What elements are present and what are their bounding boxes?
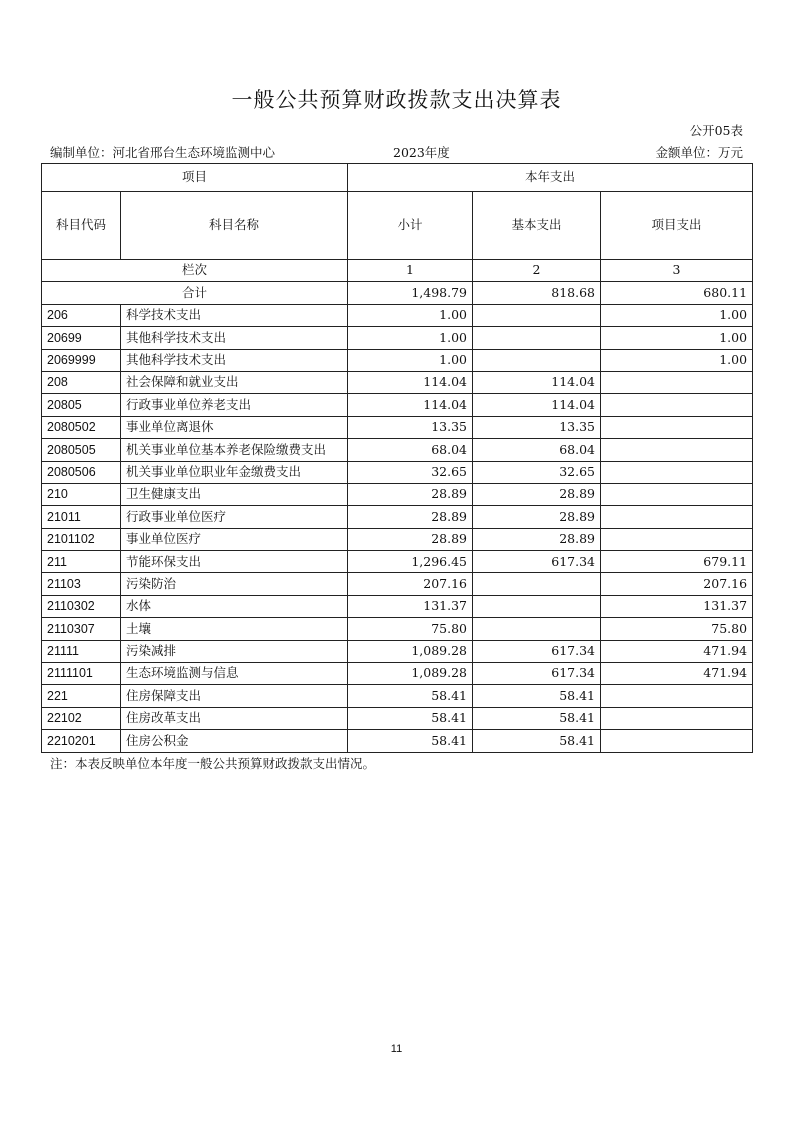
row-code: 22102 bbox=[42, 707, 121, 729]
row-name: 节能环保支出 bbox=[121, 551, 348, 573]
page-number: 11 bbox=[390, 1043, 403, 1055]
row-basic: 617.34 bbox=[473, 640, 601, 662]
row-name: 污染减排 bbox=[121, 640, 348, 662]
amount-unit: 金额单位：万元 bbox=[655, 145, 743, 160]
row-code: 211 bbox=[42, 551, 121, 573]
total-project: 680.11 bbox=[601, 282, 753, 304]
compiling-unit: 编制单位：河北省邢台生态环境监测中心 bbox=[50, 145, 276, 160]
row-basic: 13.35 bbox=[473, 416, 601, 438]
table-row bbox=[42, 461, 753, 483]
row-project bbox=[601, 483, 753, 505]
row-subtotal: 28.89 bbox=[348, 506, 473, 528]
fiscal-year: 2023年度 bbox=[393, 145, 450, 160]
row-code: 21103 bbox=[42, 573, 121, 595]
table-row bbox=[42, 483, 753, 505]
row-project: 131.37 bbox=[601, 595, 753, 617]
row-basic: 68.04 bbox=[473, 439, 601, 461]
table-row bbox=[42, 640, 753, 662]
row-project bbox=[601, 528, 753, 550]
row-name: 住房公积金 bbox=[121, 730, 348, 752]
header-row-1 bbox=[42, 164, 753, 192]
row-project: 75.80 bbox=[601, 618, 753, 640]
table-row bbox=[42, 506, 753, 528]
total-subtotal: 1,498.79 bbox=[348, 282, 473, 304]
row-project bbox=[601, 730, 753, 752]
row-subtotal: 114.04 bbox=[348, 394, 473, 416]
row-subtotal: 1.00 bbox=[348, 349, 473, 371]
row-name: 污染防治 bbox=[121, 573, 348, 595]
row-code: 20699 bbox=[42, 327, 121, 349]
row-project: 1.00 bbox=[601, 304, 753, 326]
row-project bbox=[601, 371, 753, 393]
row-basic bbox=[473, 595, 601, 617]
row-name: 行政事业单位养老支出 bbox=[121, 394, 348, 416]
table-row bbox=[42, 707, 753, 729]
row-basic bbox=[473, 573, 601, 595]
row-subtotal: 1,296.45 bbox=[348, 551, 473, 573]
row-code: 2080505 bbox=[42, 439, 121, 461]
row-basic: 32.65 bbox=[473, 461, 601, 483]
row-code: 210 bbox=[42, 483, 121, 505]
row-subtotal: 58.41 bbox=[348, 730, 473, 752]
row-name: 住房保障支出 bbox=[121, 685, 348, 707]
header-name: 科目名称 bbox=[121, 192, 348, 260]
row-name: 其他科学技术支出 bbox=[121, 349, 348, 371]
row-project: 1.00 bbox=[601, 349, 753, 371]
total-basic: 818.68 bbox=[473, 282, 601, 304]
row-name: 卫生健康支出 bbox=[121, 483, 348, 505]
table-number: 公开05表 bbox=[689, 123, 743, 138]
table-row bbox=[42, 685, 753, 707]
row-subtotal: 28.89 bbox=[348, 528, 473, 550]
row-name: 社会保障和就业支出 bbox=[121, 371, 348, 393]
row-subtotal: 68.04 bbox=[348, 439, 473, 461]
table-note: 注：本表反映单位本年度一般公共预算财政拨款支出情况。 bbox=[50, 756, 376, 771]
table-row bbox=[42, 394, 753, 416]
table-row bbox=[42, 618, 753, 640]
row-code: 2069999 bbox=[42, 349, 121, 371]
row-basic: 58.41 bbox=[473, 685, 601, 707]
row-name: 住房改革支出 bbox=[121, 707, 348, 729]
row-code: 2080506 bbox=[42, 461, 121, 483]
row-subtotal: 131.37 bbox=[348, 595, 473, 617]
row-basic: 28.89 bbox=[473, 506, 601, 528]
row-name: 机关事业单位基本养老保险缴费支出 bbox=[121, 439, 348, 461]
row-subtotal: 1,089.28 bbox=[348, 663, 473, 685]
row-basic: 114.04 bbox=[473, 371, 601, 393]
row-name: 生态环境监测与信息 bbox=[121, 663, 348, 685]
row-project: 471.94 bbox=[601, 663, 753, 685]
row-subtotal: 75.80 bbox=[348, 618, 473, 640]
row-code: 2101102 bbox=[42, 528, 121, 550]
row-basic bbox=[473, 349, 601, 371]
header-project: 项目 bbox=[42, 164, 348, 192]
row-subtotal: 13.35 bbox=[348, 416, 473, 438]
expenditure-table bbox=[41, 163, 753, 753]
row-subtotal: 58.41 bbox=[348, 685, 473, 707]
row-project bbox=[601, 506, 753, 528]
header-row-2 bbox=[42, 192, 753, 260]
row-project: 679.11 bbox=[601, 551, 753, 573]
table-row bbox=[42, 730, 753, 752]
header-current-year: 本年支出 bbox=[348, 164, 753, 192]
table-row bbox=[42, 416, 753, 438]
row-code: 21011 bbox=[42, 506, 121, 528]
table-row bbox=[42, 304, 753, 326]
header-code: 科目代码 bbox=[42, 192, 121, 260]
table-row bbox=[42, 439, 753, 461]
table-row bbox=[42, 551, 753, 573]
row-subtotal: 28.89 bbox=[348, 483, 473, 505]
table-row bbox=[42, 349, 753, 371]
row-code: 2110302 bbox=[42, 595, 121, 617]
row-project bbox=[601, 439, 753, 461]
table-row bbox=[42, 663, 753, 685]
row-project: 1.00 bbox=[601, 327, 753, 349]
row-project bbox=[601, 394, 753, 416]
row-basic: 617.34 bbox=[473, 551, 601, 573]
total-row bbox=[42, 282, 753, 304]
row-code: 221 bbox=[42, 685, 121, 707]
row-subtotal: 58.41 bbox=[348, 707, 473, 729]
table-row bbox=[42, 573, 753, 595]
page-title: 一般公共预算财政拨款支出决算表 bbox=[231, 88, 562, 112]
row-name: 行政事业单位医疗 bbox=[121, 506, 348, 528]
row-subtotal: 1.00 bbox=[348, 304, 473, 326]
row-index-label: 栏次 bbox=[42, 260, 348, 282]
row-project: 207.16 bbox=[601, 573, 753, 595]
table-row bbox=[42, 371, 753, 393]
row-basic bbox=[473, 304, 601, 326]
header-project-expenditure: 项目支出 bbox=[601, 192, 753, 260]
row-basic: 28.89 bbox=[473, 483, 601, 505]
row-name: 事业单位医疗 bbox=[121, 528, 348, 550]
row-project: 471.94 bbox=[601, 640, 753, 662]
row-code: 2110307 bbox=[42, 618, 121, 640]
row-project bbox=[601, 685, 753, 707]
row-code: 2111101 bbox=[42, 663, 121, 685]
row-name: 其他科学技术支出 bbox=[121, 327, 348, 349]
table-row bbox=[42, 528, 753, 550]
row-name: 科学技术支出 bbox=[121, 304, 348, 326]
header-subtotal: 小计 bbox=[348, 192, 473, 260]
row-subtotal: 32.65 bbox=[348, 461, 473, 483]
row-project bbox=[601, 707, 753, 729]
row-name: 事业单位离退休 bbox=[121, 416, 348, 438]
row-basic bbox=[473, 327, 601, 349]
row-code: 20805 bbox=[42, 394, 121, 416]
column-index-1: 1 bbox=[348, 260, 473, 282]
row-code: 208 bbox=[42, 371, 121, 393]
row-code: 21111 bbox=[42, 640, 121, 662]
row-project bbox=[601, 461, 753, 483]
header-basic: 基本支出 bbox=[473, 192, 601, 260]
row-code: 2080502 bbox=[42, 416, 121, 438]
row-basic: 28.89 bbox=[473, 528, 601, 550]
row-subtotal: 114.04 bbox=[348, 371, 473, 393]
column-index-row bbox=[42, 260, 753, 282]
row-subtotal: 207.16 bbox=[348, 573, 473, 595]
column-index-2: 2 bbox=[473, 260, 601, 282]
row-basic: 58.41 bbox=[473, 730, 601, 752]
row-project bbox=[601, 416, 753, 438]
row-code: 206 bbox=[42, 304, 121, 326]
row-basic: 114.04 bbox=[473, 394, 601, 416]
table-row bbox=[42, 327, 753, 349]
row-code: 2210201 bbox=[42, 730, 121, 752]
row-name: 土壤 bbox=[121, 618, 348, 640]
row-subtotal: 1,089.28 bbox=[348, 640, 473, 662]
column-index-3: 3 bbox=[601, 260, 753, 282]
table-row bbox=[42, 595, 753, 617]
total-label: 合计 bbox=[42, 282, 348, 304]
row-name: 机关事业单位职业年金缴费支出 bbox=[121, 461, 348, 483]
row-basic: 617.34 bbox=[473, 663, 601, 685]
row-subtotal: 1.00 bbox=[348, 327, 473, 349]
row-name: 水体 bbox=[121, 595, 348, 617]
row-basic bbox=[473, 618, 601, 640]
row-basic: 58.41 bbox=[473, 707, 601, 729]
